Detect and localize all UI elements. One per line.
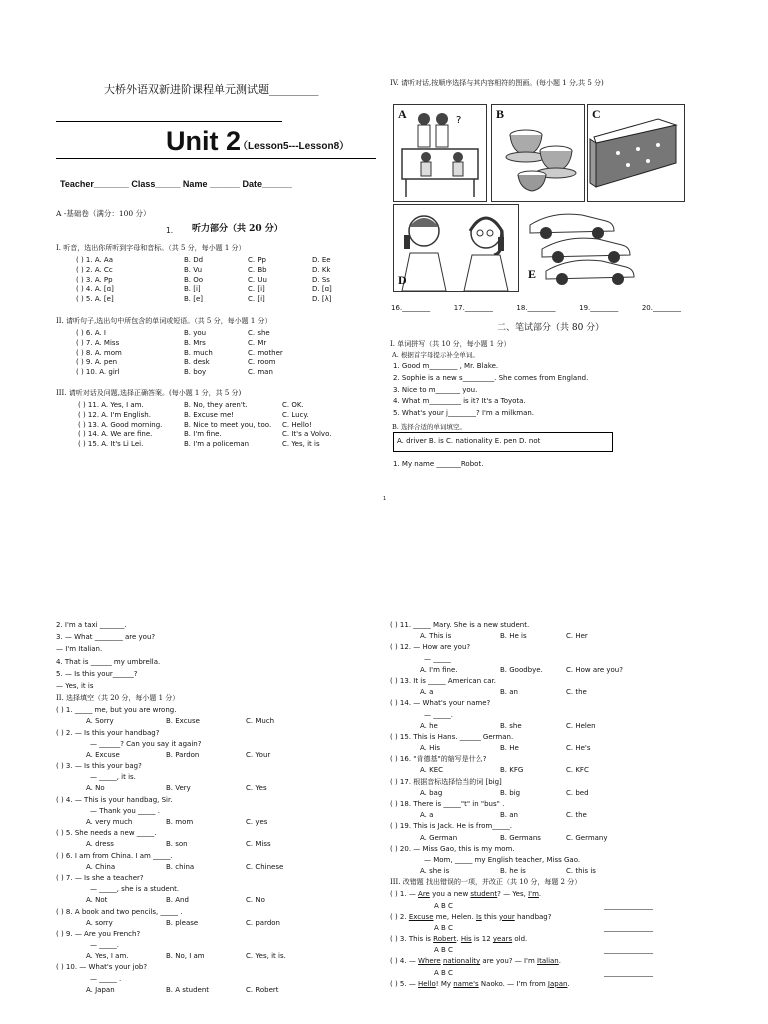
page-number: 1: [383, 496, 387, 502]
question-stem: ( ) 15. A. It's Li Lei.: [78, 440, 144, 449]
option-c: C. KFC: [566, 766, 589, 775]
question-stem: ( ) 12. A. I'm English.: [78, 410, 151, 419]
error-option-b: nationality: [442, 957, 481, 966]
choice-question: ( ) 16. "肯德基"的缩写是什么?: [390, 755, 487, 764]
choice-options: [390, 666, 653, 677]
listening-title: 听力部分（共 20 分）: [192, 224, 283, 234]
fill-item: — I'm Italian.: [56, 645, 103, 654]
option-a: A. This is: [420, 632, 452, 641]
option: B. [e]: [184, 295, 204, 304]
choice-question: ( ) 5. She needs a new _____.: [56, 829, 157, 838]
question-row: [76, 295, 372, 305]
spelling-item: 5. What's your j________? I'm a milkman.: [393, 409, 535, 418]
error-option-c: I'm: [528, 890, 539, 899]
choice-question-reply: — _____.: [424, 710, 453, 719]
option-c: C. Miss: [246, 840, 271, 849]
spelling-item: 4. What m_________ is it? It's a Toyota.: [393, 397, 526, 406]
option-b: B. he is: [500, 867, 526, 876]
option: C. Yes, it is: [282, 440, 320, 449]
choice-question-reply: — _____: [424, 654, 451, 663]
sec4-answer-blanks: [391, 304, 681, 314]
spelling-part-a: A. 根据首字母提示补全单词。: [392, 351, 479, 359]
choice-question: ( ) 19. This is Jack. He is from_____.: [390, 822, 512, 831]
option: B. Excuse me!: [184, 410, 235, 419]
option: C. mother: [248, 348, 283, 357]
option-b: B. A student: [166, 985, 210, 994]
question-row: [76, 266, 372, 276]
question-row: [76, 276, 372, 286]
error-sentence: ( ) 5. — Hello! My name's Naoko. — I'm from Japan.: [390, 979, 570, 988]
choice-question: ( ) 4. — This is your handbag, Sir.: [56, 795, 173, 804]
choice-question: ( ) 3. — Is this your bag?: [56, 762, 142, 771]
abc-markers: A B C: [434, 946, 453, 955]
choice-options: [56, 751, 286, 762]
answer-blank-17[interactable]: 17.________: [453, 304, 493, 312]
picture-letter-a: A: [398, 107, 407, 121]
choice-question: ( ) 2. — Is this your handbag?: [56, 728, 160, 737]
question-row: [78, 421, 362, 431]
option: B. desk: [184, 358, 210, 367]
option-a: A. China: [86, 862, 116, 871]
option-b: B. KFG: [500, 766, 524, 775]
option-c: C. Germany: [566, 833, 608, 842]
error-sentence: ( ) 3. This is Robert. His is 12 years old.: [390, 935, 528, 944]
option: D. Kk: [312, 265, 331, 274]
question-stem: ( ) 5. A. [e]: [76, 295, 114, 304]
error-option-a: Are: [418, 890, 430, 899]
option: B. I'm fine.: [184, 430, 222, 439]
choice-options: [56, 717, 286, 728]
listening-number: 1.: [166, 226, 174, 235]
spelling-item: 1. Good m________ , Mr. Blake.: [393, 362, 499, 370]
option-a: A. he: [420, 721, 438, 730]
sec2-title: II. 请听句子,选出句中所包含的单词或短语。（共 5 分，每小题 1 分）: [56, 317, 272, 325]
option-c: C. Your: [246, 750, 271, 759]
option-a: A. she is: [420, 867, 450, 876]
fill-item: 3. — What ________ are you?: [56, 633, 156, 642]
question-row: [78, 430, 362, 440]
option-c: C. yes: [246, 818, 268, 826]
option: C. man: [248, 368, 273, 377]
option: C. Lucy.: [282, 410, 309, 419]
option: B. Mrs: [184, 338, 206, 347]
option-c: C. Robert: [246, 985, 279, 994]
option: B. you: [184, 329, 207, 337]
unit-lessons: （Lesson5---Lesson8）: [238, 141, 350, 152]
choice-question-reply: — _____, it is.: [90, 773, 136, 782]
question-row: [76, 358, 312, 368]
choice-options: [56, 818, 286, 829]
sec1-list: [76, 256, 372, 305]
option-a: A. very much: [86, 818, 133, 826]
choice-question: ( ) 12. — How are you?: [390, 643, 471, 652]
option-a: A. No: [86, 784, 105, 793]
option-c: C. Chinese: [246, 862, 284, 871]
answer-blank-19[interactable]: 19.________: [579, 304, 619, 312]
option-a: A. sorry: [86, 918, 113, 927]
answer-blank-18[interactable]: 18.________: [516, 304, 556, 312]
picture-b-teacups: [491, 104, 585, 202]
option-a: A. Not: [86, 896, 108, 905]
choice-options: [56, 952, 286, 963]
bottom-left-column: [56, 621, 286, 997]
option: C. Uu: [248, 275, 267, 284]
choice-question-reply: — ______? Can you say it again?: [90, 739, 202, 748]
option-a: A. dress: [86, 840, 114, 849]
question-stem: ( ) 7. A. Miss: [76, 338, 120, 347]
choice-options: [56, 863, 286, 874]
correction-blank: ______________: [604, 946, 653, 955]
option-b: B. she: [500, 721, 522, 730]
option: D. Ss: [312, 275, 330, 284]
option-a: A. Yes, I am.: [86, 952, 129, 961]
option-b: B. Germans: [500, 833, 541, 842]
option-c: C. No: [246, 896, 265, 905]
choice-question-reply: — Thank you _____ .: [90, 806, 160, 815]
svg-text:?: ?: [456, 115, 462, 126]
question-row: [76, 339, 312, 349]
choice-options: [56, 919, 286, 930]
option: B. Vu: [184, 265, 203, 274]
option-b: B. big: [500, 788, 521, 797]
error-sentence: ( ) 2. Excuse me, Helen. Is this your handbag?: [390, 912, 552, 921]
choice-question: ( ) 17. 根据音标选择恰当的词 [big]: [390, 777, 502, 786]
spelling-part-b: B. 选择合适的单词填空。: [392, 423, 466, 431]
spelling-item: 2. Sophie is a new s_________. She comes from England.: [393, 373, 589, 382]
abc-markers: A B C: [434, 923, 453, 932]
choice-options: [56, 784, 286, 795]
fill-item: 4. That is ______ my umbrella.: [56, 657, 161, 666]
picture-c-cake: [587, 104, 685, 202]
option-a: A. a: [420, 811, 434, 820]
choice-question-reply: — Mom, _____ my English teacher, Miss Gao.: [424, 855, 581, 864]
choice-question: ( ) 14. — What's your name?: [390, 699, 491, 708]
option: B. [i]: [184, 285, 201, 294]
option: B. Oo: [184, 275, 204, 284]
picture-a-classroom: [393, 104, 487, 202]
paper-a-label: A -基础卷（满分：100 分）: [56, 209, 151, 218]
choice-question: ( ) 20. — Miss Gao, this is my mom.: [390, 844, 515, 853]
test-title: 大桥外语双新进阶课程单元测试题_________: [104, 83, 319, 96]
choice-options: [56, 896, 286, 907]
error-option-c: Japan: [547, 979, 568, 988]
choice-question: ( ) 6. I am from China. I am _____.: [56, 851, 173, 860]
choice-question: ( ) 7. — Is she a teacher?: [56, 873, 144, 882]
option-c: C. He's: [566, 744, 591, 753]
option-b: B. Pardon: [166, 750, 200, 759]
option-c: C. How are you?: [566, 665, 623, 674]
option: C. Bb: [248, 265, 267, 274]
fill-item: 2. I'm a taxi _______.: [56, 621, 127, 629]
teacups-illustration: [492, 105, 584, 201]
picture-letter-d: D: [398, 273, 407, 287]
question-stem: ( ) 14. A. We are fine.: [78, 430, 153, 439]
sec2-choice-title: II. 选择填空（共 20 分，每小题 1 分）: [56, 694, 180, 703]
option-a: A. Excuse: [86, 750, 120, 759]
choice-question-reply: — _____ .: [90, 974, 122, 983]
picture-letter-e: E: [528, 267, 537, 281]
correction-blank: ______________: [604, 923, 653, 932]
error-option-c: years: [492, 935, 513, 944]
choice-question: ( ) 13. It is _____ American car.: [390, 676, 496, 685]
error-option-a: Hello: [418, 979, 436, 988]
error-option-a: Robert: [433, 935, 457, 944]
option: C. room: [248, 358, 276, 367]
word-bank-box: [393, 432, 613, 452]
error-labels: [390, 969, 653, 980]
choice-question-reply: — _____, she is a student.: [90, 885, 180, 894]
question-stem: ( ) 2. A. Cc: [76, 265, 113, 274]
option: C. [i]: [248, 285, 265, 294]
option: B. boy: [184, 368, 207, 377]
choice-question: ( ) 18. There is _____"t" in "bus" .: [390, 800, 505, 808]
option: C. It's a Volvo.: [282, 430, 332, 439]
option-b: B. Excuse: [166, 717, 200, 726]
option-c: C. the: [566, 688, 587, 697]
option-b: B. an: [500, 688, 518, 697]
cars-illustration: [522, 205, 638, 291]
question-row: [78, 411, 362, 421]
error-option-b: His: [460, 935, 472, 944]
unit-heading: Unit 2: [166, 126, 242, 156]
error-option-a: Excuse: [408, 912, 434, 921]
choice-question: ( ) 9. — Are you French?: [56, 929, 141, 938]
option-b: B. mom: [166, 818, 194, 826]
error-correction-title: III. 改错题 找出错误的一项，并改正（共 10 分，每题 2 分）: [390, 878, 582, 887]
question-row: [76, 285, 372, 295]
question-stem: ( ) 13. A. Good morning.: [78, 420, 163, 429]
question-row: [76, 329, 312, 339]
answer-blank-20[interactable]: 20.________: [641, 304, 681, 312]
option-c: C. pardon: [246, 918, 280, 927]
error-option-c: your: [498, 912, 515, 921]
question-row: [76, 349, 312, 359]
picture-letter-b: B: [496, 107, 505, 121]
choice-options: [390, 632, 653, 643]
correction-blank: ______________: [604, 901, 653, 910]
student-info-fields: Teacher_______ Class_____ Name ______ Date______: [60, 179, 293, 189]
option-c: C. this is: [566, 867, 596, 876]
sec1-title: I. 听音，选出你所听到字母和音标。（共 5 分，每小题 1 分）: [56, 244, 246, 252]
choice-question: ( ) 1. _____ me, but you are wrong.: [56, 706, 177, 715]
error-option-c: Italian: [537, 957, 559, 966]
choice-options: [390, 722, 653, 733]
option: C. Pp: [248, 256, 267, 264]
option-a: A. Sorry: [86, 717, 114, 726]
option-a: A. German: [420, 833, 458, 842]
error-sentence: ( ) 4. — Where nationality are you? — I'm Italian.: [390, 957, 561, 966]
option-b: B. No, I am: [166, 952, 205, 961]
option-b: B. china: [166, 862, 195, 871]
error-labels: [390, 902, 653, 913]
question-stem: ( ) 8. A. mom: [76, 348, 122, 357]
option-b: B. He: [500, 744, 519, 753]
choice-question: ( ) 8. A book and two pencils, _____ .: [56, 907, 183, 916]
option-c: C. the: [566, 811, 587, 820]
option-b: B. son: [166, 840, 188, 849]
fill-item: 5. — Is this your______?: [56, 669, 138, 678]
spelling-item: 3. Nice to m_______ you.: [393, 385, 478, 394]
error-option-b: Is: [476, 912, 482, 921]
option-a: A. His: [420, 744, 440, 753]
option: B. I'm a policeman: [184, 440, 250, 449]
choice-options: [390, 867, 653, 878]
option: B. Nice to meet you, too.: [184, 420, 272, 429]
option-c: C. Yes, it is.: [246, 952, 286, 961]
choice-options: [390, 688, 653, 699]
option-b: B. He is: [500, 632, 527, 641]
choice-question: ( ) 11. _____ Mary. She is a new student.: [390, 621, 530, 629]
error-labels: [390, 946, 653, 957]
error-option-a: Where: [418, 957, 441, 966]
option: D. [λ]: [312, 295, 332, 304]
spelling-items: [393, 362, 588, 421]
question-row: [78, 440, 362, 450]
question-stem: ( ) 3. A. Pp: [76, 275, 113, 284]
answer-blank-16[interactable]: 16.________: [391, 304, 431, 312]
choice-options: [390, 789, 653, 800]
choice-question: ( ) 15. This is Hans. ______ German.: [390, 732, 514, 741]
option: C. she: [248, 329, 270, 337]
option-b: B. an: [500, 811, 518, 820]
sec4-title: IV. 请听对话,按顺序选择与其内容相符的图画。(每小题 1 分,共 5 分): [390, 79, 604, 87]
choice-options: [390, 766, 653, 777]
option-b: B. Very: [166, 784, 191, 793]
word-bank: A. driver B. is C. nationality E. pen D. not: [397, 437, 541, 445]
option-c: C. Much: [246, 717, 275, 726]
picture-grid: [393, 104, 683, 290]
option: C. Hello!: [282, 420, 312, 429]
question-stem: ( ) 1. A. Aa: [76, 256, 114, 264]
choice-options: [390, 744, 653, 755]
option-b: B. Goodbye.: [500, 665, 543, 674]
correction-blank: ______________: [604, 968, 653, 977]
option-c: C. Helen: [566, 721, 596, 730]
classroom-illustration: [394, 105, 486, 201]
option: C. Mr: [248, 338, 267, 347]
choice-question-reply: — _____.: [90, 941, 119, 950]
title-underline: [56, 121, 282, 122]
unit-rule: [56, 158, 376, 159]
option-c: C. bed: [566, 788, 589, 797]
option-a: A. KEC: [420, 766, 444, 775]
choice-options: [390, 811, 653, 822]
option-a: A. bag: [420, 788, 443, 797]
choice-question: ( ) 10. — What's your job?: [56, 963, 148, 972]
choice-options: [56, 986, 286, 997]
picture-letter-c: C: [592, 107, 601, 121]
error-option-b: name's: [453, 979, 479, 988]
picture-e-cars: [521, 204, 639, 292]
question-stem: ( ) 10. A. girl: [76, 368, 120, 377]
sec2-list: [76, 329, 312, 378]
sec3-list: [78, 401, 362, 450]
fill-item: — Yes, it is: [56, 681, 94, 690]
option-a: A. a: [420, 688, 434, 697]
option-a: A. Japan: [86, 985, 115, 994]
option-b: B. please: [166, 918, 199, 927]
picture-d-phone-call: [393, 204, 519, 292]
option: B. much: [184, 348, 213, 357]
error-labels: [390, 924, 653, 935]
option-a: A. I'm fine.: [420, 665, 458, 674]
option: D. [ɑ]: [312, 285, 332, 294]
option: C. OK.: [282, 401, 304, 409]
question-row: [78, 401, 362, 411]
written-title: 二、笔试部分（共 80 分）: [497, 323, 605, 333]
option: C. [i]: [248, 295, 265, 304]
question-stem: ( ) 6. A. I: [76, 329, 106, 337]
option-c: C. Yes: [246, 784, 267, 793]
cake-slice-illustration: [588, 105, 684, 201]
option: D. Ee: [312, 256, 331, 264]
error-sentence: ( ) 1. — Are you a new student? — Yes, I'm.: [390, 890, 542, 899]
question-stem: ( ) 9. A. pen: [76, 358, 118, 367]
abc-markers: A B C: [434, 901, 453, 910]
abc-markers: A B C: [434, 968, 453, 977]
fill-item-1: 1. My name _______Robot.: [393, 460, 484, 468]
spelling-title: I. 单词拼写（共 10 分，每小题 1 分）: [390, 340, 511, 348]
option-b: B. And: [166, 896, 189, 905]
sec3-title: III. 请听对话及问题,选择正确答案。(每小题 1 分，共 5 分): [56, 389, 242, 397]
choice-options: [390, 834, 653, 845]
option: B. Dd: [184, 256, 204, 264]
question-stem: ( ) 4. A. [ɑ]: [76, 285, 114, 294]
option: B. No, they aren't.: [184, 401, 248, 409]
question-row: [76, 368, 312, 378]
error-option-b: student: [470, 890, 498, 899]
question-row: [76, 256, 372, 266]
question-stem: ( ) 11. A. Yes, I am.: [78, 401, 144, 409]
option-c: C. Her: [566, 632, 588, 641]
bottom-right-column: [390, 621, 653, 991]
choice-options: [56, 840, 286, 851]
phone-call-illustration: [394, 205, 518, 291]
